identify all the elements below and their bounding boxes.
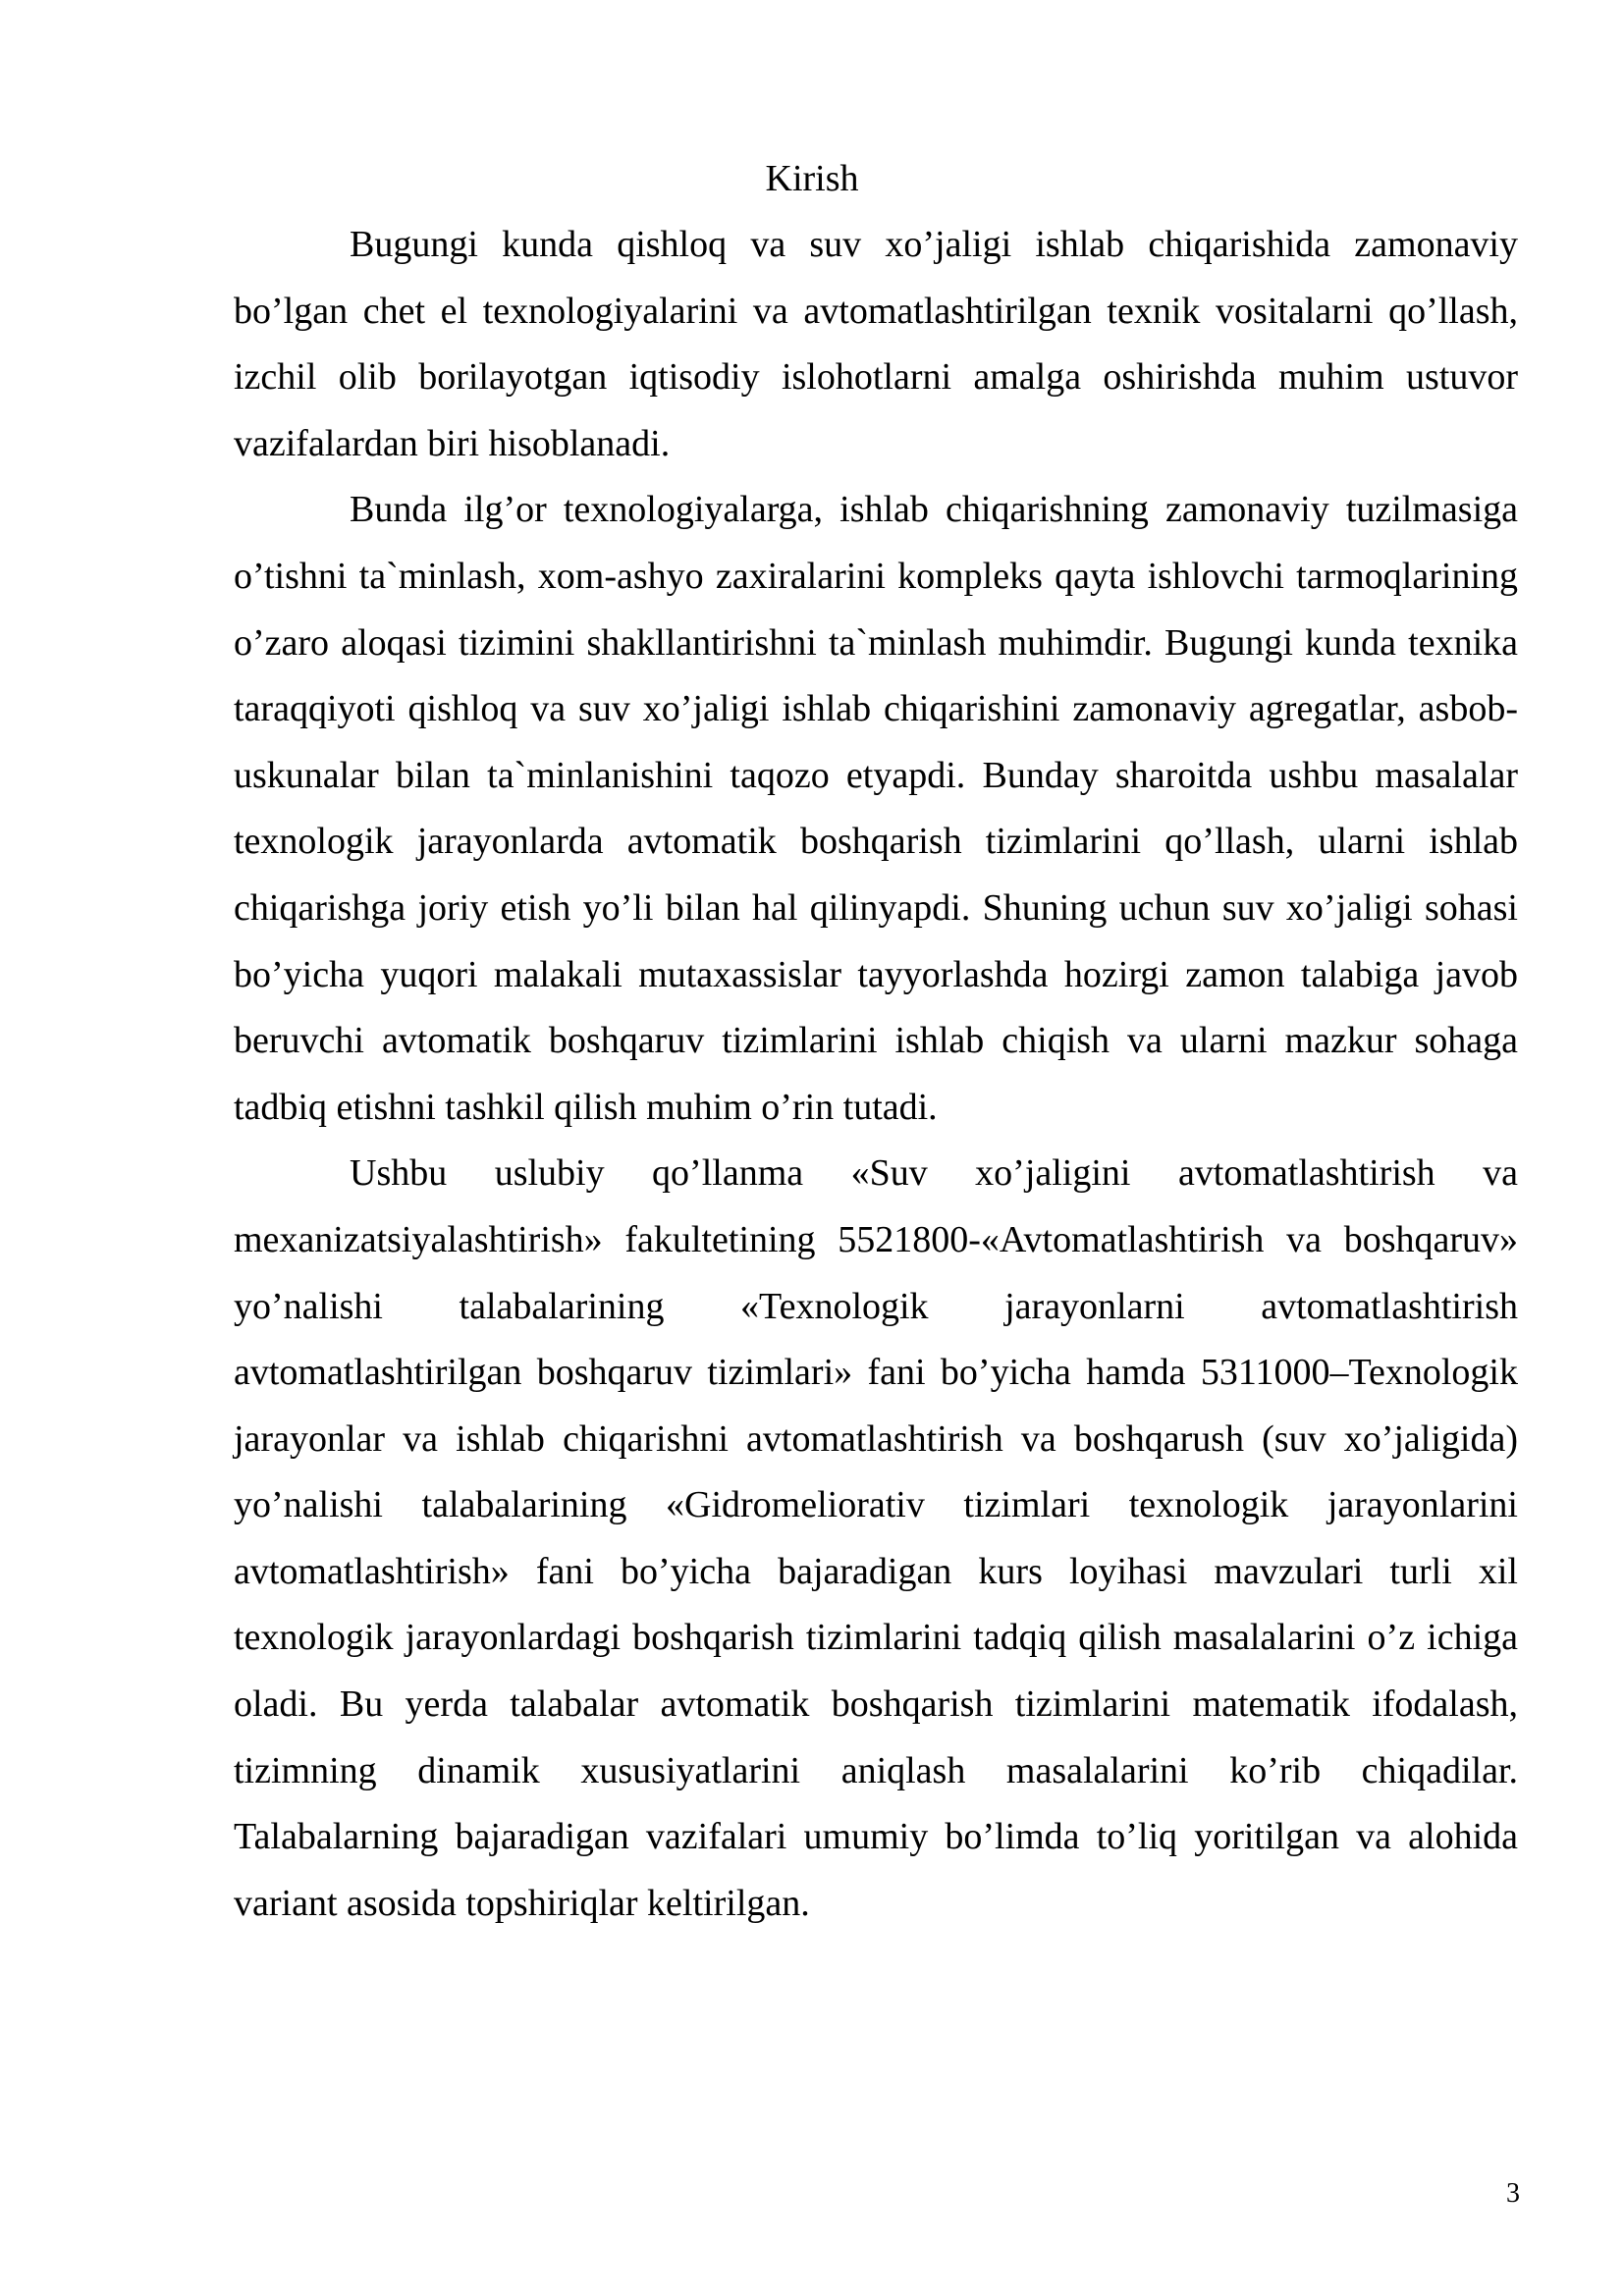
page-number: 3 bbox=[1506, 2178, 1520, 2209]
paragraph-3: Ushbu uslubiy qo’llanma «Suv xo’jaligini avtomatlashtirish va mexanizatsiyalashtirish» fakultetining 5521800-«Avtomatlashtirish va boshqaruv» yo’nalishi talabalarining «Texnologik jarayonlarni avtomatlashtirish avtomatlashtirilgan boshqaruv tizimlari» fani bo’yicha hamda 5311000–Texnologik jarayonlar va ishlab chiqarishni avtomatlashtirish va boshqarush (suv xo’jaligida) yo’nalishi talabalarining «Gidromeliorativ tizimlari texnologik jarayonlarini avtomatlashtirish» fani bo’yicha bajaradigan kurs loyihasi mavzulari turli xil texnologik jarayonlardagi boshqarish tizimlarini tadqiq qilish masalalarini o’z ichiga oladi. Bu yerda talabalar avtomatik boshqarish tizimlarini matematik ifodalash, tizimning dinamik xususiyatlarini aniqlash masalalarini ko’rib chiqadilar. Talabalarning bajaradigan vazifalari umumiy bo’limda to’liq yoritilgan va alohida variant asosida topshiriqlar keltirilgan. bbox=[234, 1152, 1518, 1924]
paragraph-2: Bunda ilg’or texnologiyalarga, ishlab chiqarishning zamonaviy tuzilmasiga o’tishni ta`minlash, xom-ashyo zaxiralarini kompleks qayta ishlovchi tarmoqlarining o’zaro aloqasi tizimini shakllantirishni ta`minlash muhimdir. Bugungi kunda texnika taraqqiyoti qishloq va suv xo’jaligi ishlab chiqarishini zamonaviy agregatlar, asbob-uskunalar bilan ta`minlanishini taqozo etyapdi. Bunday sharoitda ushbu masalalar texnologik jarayonlarda avtomatik boshqarish tizimlarini qo’llash, ularni ishlab chiqarishga joriy etish yo’li bilan hal qilinyapdi. Shuning uchun suv xo’jaligi sohasi bo’yicha yuqori malakali mutaxassislar tayyorlashda hozirgi zamon talabiga javob beruvchi avtomatik boshqaruv tizimlarini ishlab chiqish va ularni mazkur sohaga tadbiq etishni tashkil qilish muhim o’rin tutadi. bbox=[234, 489, 1518, 1128]
page-heading: Kirish bbox=[765, 158, 859, 199]
body-text bbox=[234, 212, 1518, 1937]
paragraph-1: Bugungi kunda qishloq va suv xo’jaligi ishlab chiqarishida zamonaviy bo’lgan chet el texnologiyalarini va avtomatlashtirilgan texnik vositalarni qo’llash, izchil olib borilayotgan iqtisodiy islohotlarni amalga oshirishda muhim ustuvor vazifalardan biri hisoblanadi. bbox=[234, 224, 1518, 464]
